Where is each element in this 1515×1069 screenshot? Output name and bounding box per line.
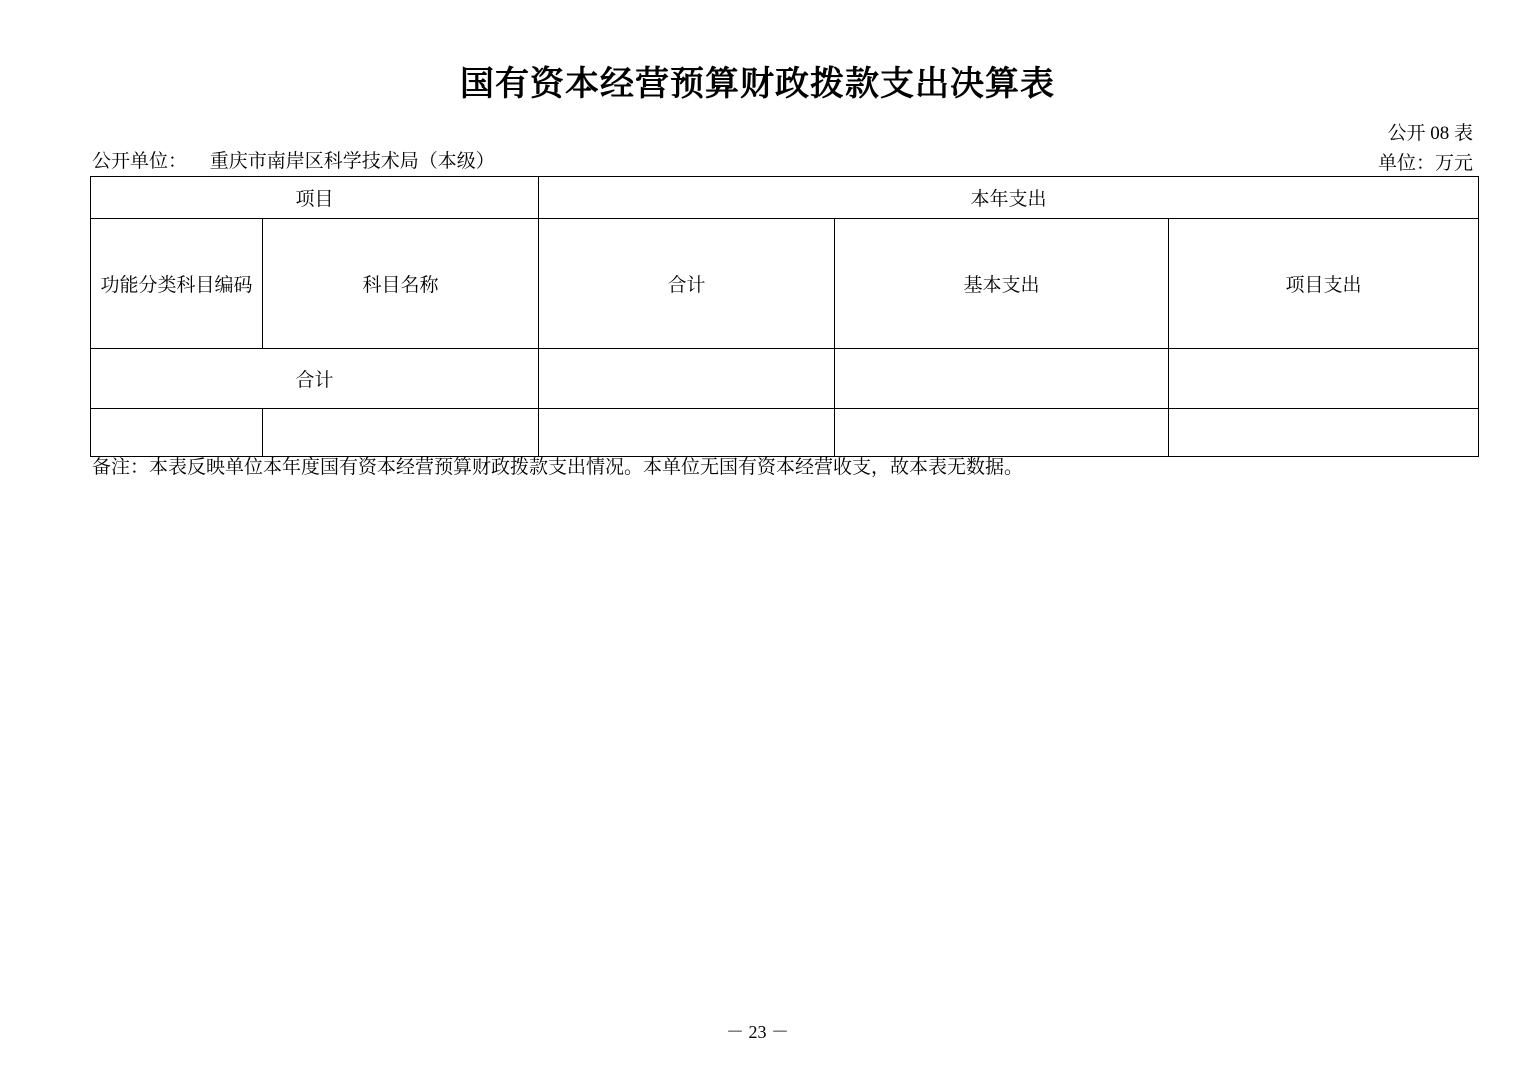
header-group-current-year: 本年支出: [539, 177, 1479, 219]
column-header-subject-name: 科目名称: [263, 219, 539, 349]
row-total-sum: [539, 349, 835, 409]
table-row: [91, 349, 1479, 409]
row-total-label: 合计: [91, 349, 539, 409]
table-header-group-row: [91, 177, 1479, 219]
table-note: 备注：本表反映单位本年度国有资本经营预算财政拨款支出情况。本单位无国有资本经营收支，故本表无数据。: [92, 457, 1024, 478]
publisher-label: 公开单位：: [92, 151, 188, 172]
column-header-total: 合计: [539, 219, 835, 349]
row-empty-sum: [539, 409, 835, 457]
publisher-name: 重庆市南岸区科学技术局（本级）: [209, 151, 495, 172]
row-total-basic: [835, 349, 1169, 409]
table-row: [91, 409, 1479, 457]
header-group-project: 项目: [91, 177, 539, 219]
publisher-line: [92, 146, 495, 173]
unit-of-measure: 单位：万元: [1377, 153, 1473, 174]
row-empty-name: [263, 409, 539, 457]
column-header-project-expenditure: 项目支出: [1169, 219, 1479, 349]
table-header-row: [91, 219, 1479, 349]
row-total-project: [1169, 349, 1479, 409]
budget-expenditure-table: [90, 176, 1479, 457]
column-header-function-code: 功能分类科目编码: [91, 219, 263, 349]
page-title: 国有资本经营预算财政拨款支出决算表: [460, 66, 1055, 103]
page-number: － 23 －: [726, 1022, 789, 1042]
row-empty-basic: [835, 409, 1169, 457]
form-number: 公开 08 表: [1387, 123, 1473, 144]
row-empty-project: [1169, 409, 1479, 457]
column-header-basic-expenditure: 基本支出: [835, 219, 1169, 349]
row-empty-code: [91, 409, 263, 457]
